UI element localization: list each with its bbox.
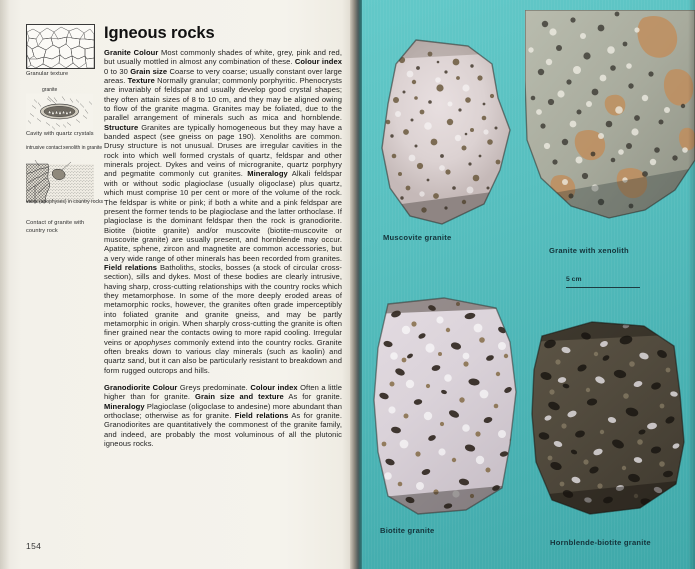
scale-bar-line: [566, 287, 640, 288]
label-veins-apophyses: veins (apophyses) in country rocks: [26, 199, 103, 206]
page-title: Igneous rocks: [104, 24, 215, 42]
granite-paragraph: [104, 48, 342, 375]
specimen-muscovite-granite: [372, 38, 522, 228]
figure-granular-texture: [26, 24, 94, 79]
label-xenolith-in-granite: xenolith in granite: [63, 145, 103, 152]
figure-contact-of-granite: [26, 145, 103, 235]
figure-caption: Cavity with quartz crystals: [26, 130, 94, 137]
specimen-hornblende-biotite-granite: [528, 318, 688, 518]
label-granite: granite: [42, 86, 58, 93]
granite-text: Colour Most commonly shades of white, grey, pink and red, but usually mottled in almost any combination of these. Colour index 0 to 30 Grain size Coarse to very coarse; usually constant over large areas. Texture Normally granular; commonly porphyritic. Phenocrysts are invariably of feldspar and usually develop good crystal shapes; they often attain sizes of 8 to 10 cm, and they may be aligned owing to flow of the granite magma. Granites may be foliated, due to the parallel arrangement of minerals such as mica and hornblende. Structure Granites are typically homogeneous but they may have a banded aspect (see gneiss on page 190). Xenoliths are common. Drusy structure is not unusual. Druses are irregular cavities in the rock into which well formed crystals of quartz, feldspar and other minerals project. Dykes and veins of microgranite, quartz porphyry and pegmatite commonly cut granites. Mineralogy Alkali feldspar with or without sodic plagioclase (usually oligoclase) plus quartz, which must comprise 10 per cent or more of the volume of the rock. The feldspar is white or pink; if both a white and a pink feldspar are present the former tends to be plagioclase and the latter orthoclase. If plagioclase is the dominant feldspar then the rock is granodiorite. Biotite (biotite granite) and/or muscovite (biotite-muscovite or muscovite granite) are usually present, and hornblende may occur. Apatite, sphene, zircon and magnetite are common accessories, but a very wide range of other minerals has been recorded from granites. Field relations Batholiths, stocks, bosses (a stock of circular cross-section), sills and dykes. Most of these bodies are clearly intrusive, having sharp, cross-cutting relationships with the country rocks which they metamorphose. In some of the more deeply eroded areas of metamorphic rocks, however, the granites often grade imperceptibly into foliated granite and granite gneiss, and may be partly metamorphic in origin. When sharply cross-cutting the granite is often finer grained near the contacts owing to more rapid cooling. Irregular veins or apophyses commonly extend into the country rocks. Granite often breaks down to various clay minerals (such as kaolin) and quartz sand, but it can also be particularly resistant to breakdown and form rugged outcrops and hills.: [104, 48, 343, 375]
right-plate-page: [362, 0, 695, 569]
granular-texture-diagram: [26, 24, 95, 69]
figure-cavity-with-quartz: [26, 87, 94, 139]
caption-granite-with-xenolith: Granite with xenolith: [549, 246, 629, 255]
figure-caption: Granular texture: [26, 71, 69, 77]
specimen-biotite-granite: [370, 296, 522, 518]
caption-hornblende-biotite-granite: Hornblende-biotite granite: [550, 538, 651, 547]
page-number: 154: [26, 541, 42, 551]
scale-bar: [566, 276, 582, 283]
specimen-granite-with-xenolith: [525, 10, 695, 225]
granodiorite-paragraph: [104, 383, 342, 448]
diagram-sidebar: [26, 24, 103, 240]
granodiorite-heading: Granodiorite: [104, 383, 151, 393]
caption-muscovite-granite: Muscovite granite: [383, 233, 452, 242]
label-intrusive-contact: intrusive contact: [26, 145, 63, 152]
figure-caption: Contact of granite with country rock: [26, 220, 85, 234]
granite-heading: Granite: [104, 48, 131, 57]
caption-biotite-granite: Biotite granite: [380, 526, 435, 535]
scale-bar-label: 5 cm: [566, 276, 582, 283]
main-text-column: [104, 24, 342, 456]
cavity-diagram: [26, 92, 93, 132]
granodiorite-text: Colour Greys predominate. Colour index Often a little higher than for granite. Grain size and texture As for granite. Mineralogy Plagioclase (oligoclase to andesine) more abundant than orthoclase; otherwise as for granite. Field relations As for granite. Granodiorites are quantitatively the commonest of the granite family, and indeed, are probably the most voluminous of all the plutonic igneous rocks.: [104, 383, 343, 449]
